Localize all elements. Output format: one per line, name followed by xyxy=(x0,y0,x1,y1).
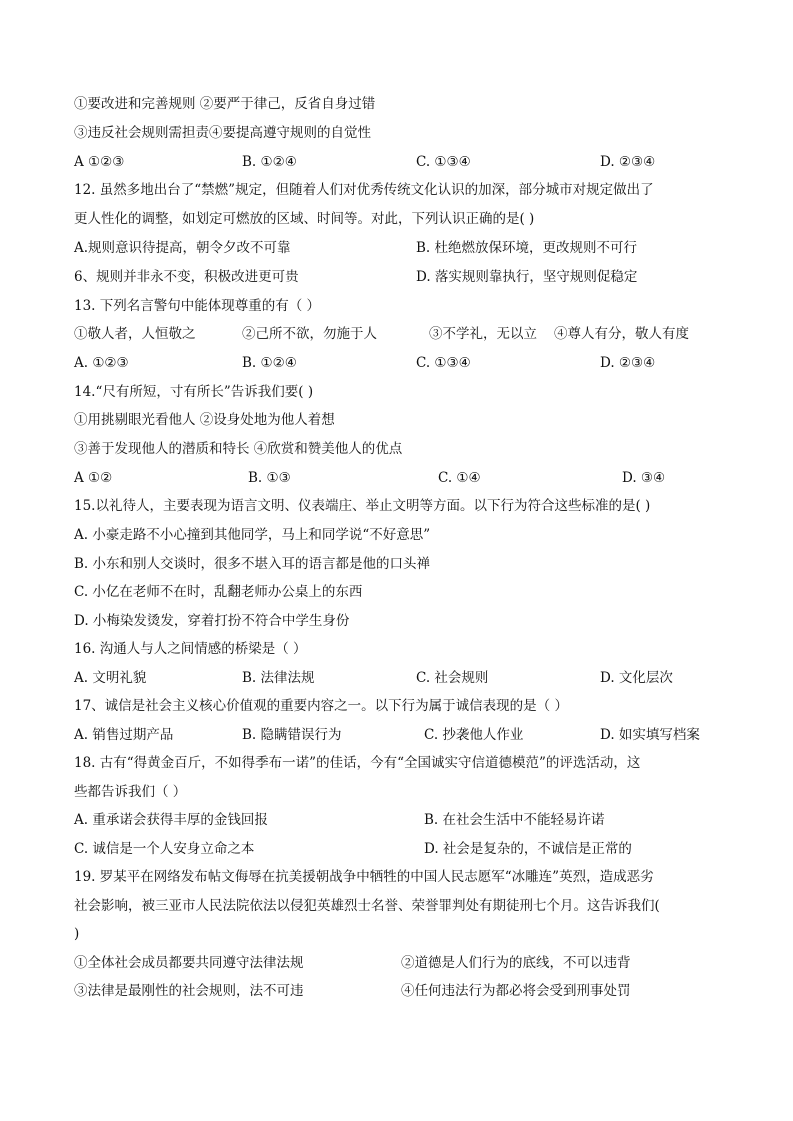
q13-statements xyxy=(74,324,734,344)
q13-options xyxy=(74,353,734,373)
q13-option-d: D. ②③④ xyxy=(600,355,656,371)
q11-options xyxy=(74,152,734,172)
q18-options-row-1 xyxy=(74,810,734,830)
q14-option-d: D. ③④ xyxy=(622,470,666,486)
q13-statement-3: ③不学礼，无以立 xyxy=(429,326,537,342)
q14-option-b: B. ①③ xyxy=(248,470,291,486)
q12-options-row-1 xyxy=(74,238,734,258)
q18-stem-line-1: 18. 古有“得黄金百斤，不如得季布一诺”的佳话，今有“全国诚实守信道德模范”的评选活动，这 xyxy=(74,755,641,771)
q14-options xyxy=(74,468,734,488)
q13-statement-4: ④尊人有分，敬人有度 xyxy=(554,326,689,342)
q14-option-c: C. ①④ xyxy=(438,470,481,486)
q15-option-a: A. 小豪走路不小心撞到其他同学，马上和同学说“不好意思” xyxy=(74,527,431,543)
q13-option-c: C. ①③④ xyxy=(416,355,471,371)
q13-statement-2: ②己所不欲，勿施于人 xyxy=(242,326,377,342)
q16-stem: 16. 沟通人与人之间情感的桥梁是（ ） xyxy=(74,641,307,657)
q14-statement-line-1: ①用挑剔眼光看他人 ②设身处地为他人着想 xyxy=(74,412,335,428)
q17-option-b: B. 隐瞒错误行为 xyxy=(242,727,342,743)
q19-statement-4: ④任何违法行为都必将会受到刑事处罚 xyxy=(401,983,631,999)
q16-option-d: D. 文化层次 xyxy=(600,670,673,686)
q13-stem: 13. 下列名言警句中能体现尊重的有（ ） xyxy=(74,298,321,314)
q11-statement-line-1: ①要改进和完善规则 ②要严于律己，反省自身过错 xyxy=(74,96,376,112)
q16-option-b: B. 法律法规 xyxy=(242,670,315,686)
q18-option-a: A. 重承诺会获得丰厚的金钱回报 xyxy=(74,812,268,828)
q12-option-b: B. 杜绝燃放保环境，更改规则不可行 xyxy=(416,240,638,256)
q12-option-c: 6、规则并非永不变，积极改进更可贵 xyxy=(74,269,299,285)
q12-options-row-2 xyxy=(74,267,734,287)
q13-option-a: A. ①②③ xyxy=(74,355,129,371)
q11-option-b: B. ①②④ xyxy=(242,154,297,170)
q17-option-a: A. 销售过期产品 xyxy=(74,727,174,743)
q11-option-c: C. ①③④ xyxy=(416,154,471,170)
q18-option-d: D. 社会是复杂的，不诚信是正常的 xyxy=(424,841,632,857)
q18-options-row-2 xyxy=(74,839,734,859)
q11-option-d: D. ②③④ xyxy=(600,154,656,170)
q19-statements-row-2 xyxy=(74,981,734,1001)
q18-stem-line-2: 些都告诉我们（ ） xyxy=(74,784,187,800)
q12-option-a: A.规则意识待提高，朝令夕改不可靠 xyxy=(74,240,291,256)
q12-stem-line-1: 12. 虽然多地出台了“禁燃”规定，但随着人们对优秀传统文化认识的加深，部分城市对规定做出了 xyxy=(74,182,654,198)
q19-stem-line-1: 19. 罗某平在网络发布帖文侮辱在抗美援朝战争中牺牲的中国人民志愿军“冰雕连”英烈，造成恶劣 xyxy=(74,869,654,885)
q15-stem: 15.以礼待人，主要表现为语言文明、仪表端庄、举止文明等方面。以下行为符合这些标准的是( ) xyxy=(74,498,651,514)
q15-option-c: C. 小亿在老师不在时，乱翻老师办公桌上的东西 xyxy=(74,584,363,600)
q19-statement-1: ①全体社会成员都要共同遵守法律法规 xyxy=(74,955,304,971)
q11-option-a: A ①②③ xyxy=(74,154,125,170)
q17-option-c: C. 抄袭他人作业 xyxy=(424,727,524,743)
q16-option-c: C. 社会规则 xyxy=(416,670,489,686)
q16-options xyxy=(74,668,734,688)
q15-option-b: B. 小东和别人交谈时，很多不堪入耳的语言都是他的口头禅 xyxy=(74,556,431,572)
q12-option-d: D. 落实规则靠执行，坚守规则促稳定 xyxy=(416,269,638,285)
q17-stem: 17、诚信是社会主义核心价值观的重要内容之一。以下行为属于诚信表现的是（ ） xyxy=(74,698,568,714)
q19-stem-line-2: 社会影响，被三亚市人民法院依法以侵犯英雄烈士名誉、荣誉罪判处有期徒刑七个月。这告诉我们( xyxy=(74,898,660,914)
q19-statement-2: ②道德是人们行为的底线，不可以违背 xyxy=(401,955,631,971)
q18-option-b: B. 在社会生活中不能轻易许诺 xyxy=(424,812,605,828)
q19-statement-3: ③法律是最刚性的社会规则，法不可违 xyxy=(74,983,304,999)
q11-statement-line-2: ③违反社会规则需担责④要提高遵守规则的自觉性 xyxy=(74,125,371,141)
q15-option-d: D. 小梅染发烫发，穿着打扮不符合中学生身份 xyxy=(74,613,350,629)
q13-statement-1: ①敬人者，人恒敬之 xyxy=(74,326,196,342)
q13-option-b: B. ①②④ xyxy=(242,355,297,371)
q17-option-d: D. 如实填写档案 xyxy=(600,727,700,743)
q19-statements-row-1 xyxy=(74,953,734,973)
q18-option-c: C. 诚信是一个人安身立命之本 xyxy=(74,841,255,857)
q19-stem-line-3: ) xyxy=(74,926,80,942)
q17-options xyxy=(74,725,734,745)
q14-option-a: A ①② xyxy=(74,470,113,486)
q14-statement-line-2: ③善于发现他人的潜质和特长 ④欣赏和赞美他人的优点 xyxy=(74,441,403,457)
q14-stem: 14.“尺有所短，寸有所长”告诉我们要( ) xyxy=(74,384,314,400)
q16-option-a: A. 文明礼貌 xyxy=(74,670,147,686)
q12-stem-line-2: 更人性化的调整，如划定可燃放的区域、时间等。对此，下列认识正确的是( ) xyxy=(74,211,535,227)
